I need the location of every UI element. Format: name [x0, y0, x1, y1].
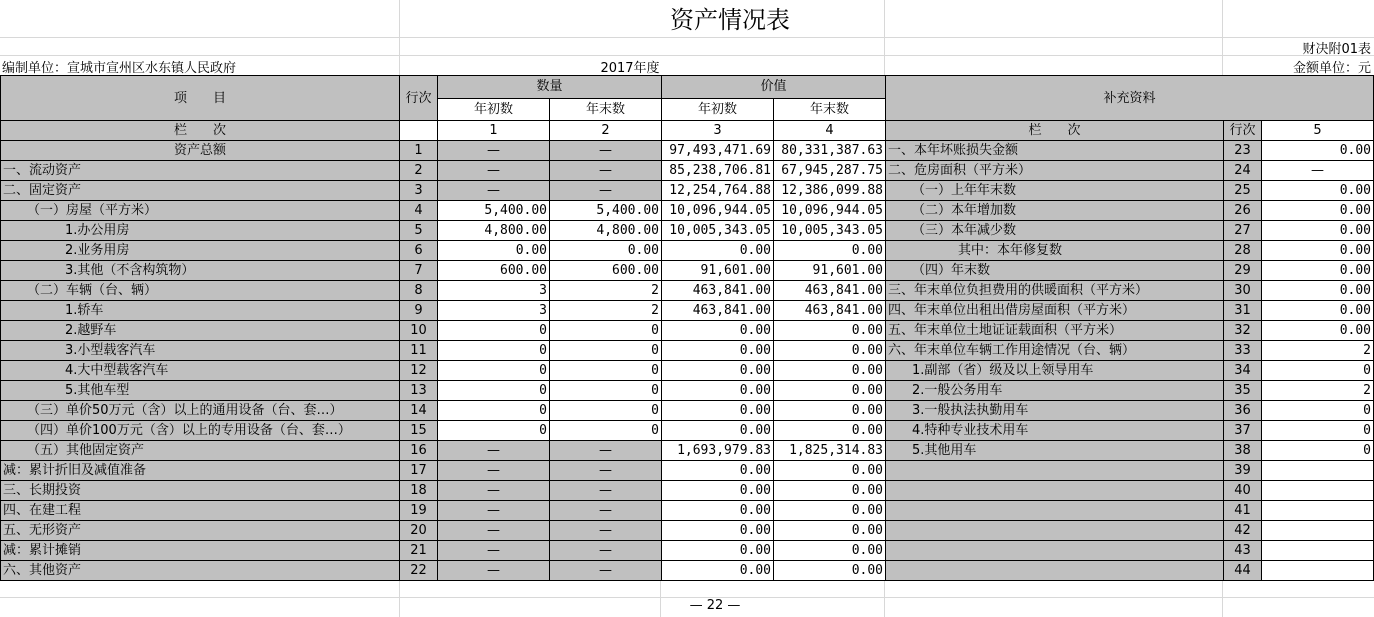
supp-value[interactable]	[1262, 561, 1374, 581]
cell-value-end[interactable]: 0.00	[774, 361, 886, 381]
cell-quantity-begin[interactable]: 3	[438, 281, 550, 301]
cell-value-end[interactable]: 463,841.00	[774, 301, 886, 321]
supp-value[interactable]: 0.00	[1262, 261, 1374, 281]
cell-quantity-begin[interactable]: 5,400.00	[438, 201, 550, 221]
cell-quantity-begin[interactable]: 4,800.00	[438, 221, 550, 241]
cell-quantity-end[interactable]: —	[550, 461, 662, 481]
supp-item-name[interactable]	[886, 521, 1224, 541]
cell-quantity-end[interactable]: 0	[550, 361, 662, 381]
cell-quantity-end[interactable]: —	[550, 521, 662, 541]
row-item-name[interactable]: 三、长期投资	[1, 481, 400, 501]
row-line-number[interactable]: 11	[400, 341, 438, 361]
cell-quantity-end[interactable]: —	[550, 181, 662, 201]
cell-value-end[interactable]: 0.00	[774, 421, 886, 441]
cell-quantity-begin[interactable]: —	[438, 441, 550, 461]
supp-item-name[interactable]: 4.特种专业技术用车	[886, 421, 1224, 441]
table-row	[1, 461, 1374, 481]
cell-value-begin[interactable]: 463,841.00	[662, 301, 774, 321]
cell-value-begin[interactable]: 85,238,706.81	[662, 161, 774, 181]
cell-quantity-end[interactable]: 2	[550, 301, 662, 321]
row-line-number[interactable]: 4	[400, 201, 438, 221]
cell-quantity-begin[interactable]: 0	[438, 401, 550, 421]
table-row	[1, 561, 1374, 581]
supp-item-name[interactable]	[886, 501, 1224, 521]
supp-value[interactable]	[1262, 481, 1374, 501]
supp-item-name[interactable]	[886, 481, 1224, 501]
supp-item-name[interactable]: 1.副部（省）级及以上领导用车	[886, 361, 1224, 381]
supp-item-name[interactable]: 其中：本年修复数	[886, 241, 1224, 261]
cell-quantity-begin[interactable]: 0	[438, 361, 550, 381]
cell-quantity-end[interactable]: —	[550, 441, 662, 461]
row-item-name[interactable]: 2.业务用房	[1, 241, 400, 261]
cell-value-begin[interactable]: 0.00	[662, 481, 774, 501]
row-item-name[interactable]: （二）车辆（台、辆）	[1, 281, 400, 301]
supp-value[interactable]: 0.00	[1262, 281, 1374, 301]
row-line-number[interactable]: 19	[400, 501, 438, 521]
supp-line-number[interactable]: 32	[1224, 321, 1262, 341]
supp-line-number[interactable]: 37	[1224, 421, 1262, 441]
cell-value-end[interactable]: 0.00	[774, 481, 886, 501]
supp-line-number[interactable]: 29	[1224, 261, 1262, 281]
header-supplement[interactable]: 补充资料	[886, 76, 1374, 121]
supp-item-name[interactable]	[886, 561, 1224, 581]
header-item[interactable]: 项 目	[1, 76, 400, 121]
grid-line	[1222, 580, 1223, 617]
table-row	[1, 401, 1374, 421]
cell-quantity-begin[interactable]: —	[438, 481, 550, 501]
supp-line-number[interactable]: 35	[1224, 381, 1262, 401]
table-row	[1, 161, 1374, 181]
row-line-number[interactable]: 7	[400, 261, 438, 281]
supp-item-name[interactable]: 二、危房面积（平方米）	[886, 161, 1224, 181]
cell-quantity-begin[interactable]: —	[438, 141, 550, 161]
supp-line-number[interactable]: 24	[1224, 161, 1262, 181]
row-item-name[interactable]: （一）房屋（平方米）	[1, 201, 400, 221]
table-row	[1, 201, 1374, 221]
row-item-name[interactable]: 六、其他资产	[1, 561, 400, 581]
fiscal-year: 2017年度	[600, 61, 660, 76]
supp-value[interactable]: 0	[1262, 441, 1374, 461]
supp-item-name[interactable]: （四）年末数	[886, 261, 1224, 281]
col-number-3[interactable]: 3	[662, 121, 774, 141]
cell-value-end[interactable]: 1,825,314.83	[774, 441, 886, 461]
supp-line-number[interactable]: 40	[1224, 481, 1262, 501]
supp-item-name[interactable]: 五、年末单位土地证证载面积（平方米）	[886, 321, 1224, 341]
supp-line-number[interactable]: 28	[1224, 241, 1262, 261]
row-line-number[interactable]: 9	[400, 301, 438, 321]
cell-quantity-end[interactable]: 0	[550, 381, 662, 401]
row-line-number[interactable]: 17	[400, 461, 438, 481]
row-item-name[interactable]: 4.大中型载客汽车	[1, 361, 400, 381]
row-line-number[interactable]: 8	[400, 281, 438, 301]
supp-value[interactable]: 0	[1262, 401, 1374, 421]
cell-value-end[interactable]: 80,331,387.63	[774, 141, 886, 161]
grid-line	[399, 580, 400, 617]
cell-value-begin[interactable]: 0.00	[662, 421, 774, 441]
supp-value[interactable]: 0	[1262, 361, 1374, 381]
cell-value-begin[interactable]: 0.00	[662, 241, 774, 261]
cell-quantity-begin[interactable]: 0	[438, 421, 550, 441]
row-item-name[interactable]: 2.越野车	[1, 321, 400, 341]
supp-item-name[interactable]	[886, 541, 1224, 561]
cell-value-begin[interactable]: 10,005,343.05	[662, 221, 774, 241]
cell-value-end[interactable]: 0.00	[774, 381, 886, 401]
supp-line-number[interactable]: 36	[1224, 401, 1262, 421]
cell-value-begin[interactable]: 0.00	[662, 561, 774, 581]
supp-line-number[interactable]: 41	[1224, 501, 1262, 521]
table-row	[1, 481, 1374, 501]
row-item-name[interactable]: 1.轿车	[1, 301, 400, 321]
row-line-number[interactable]: 12	[400, 361, 438, 381]
row-item-name[interactable]: 资产总额	[1, 141, 400, 161]
cell-quantity-begin[interactable]: 0	[438, 341, 550, 361]
cell-value-end[interactable]: 0.00	[774, 341, 886, 361]
table-row	[1, 361, 1374, 381]
row-line-number[interactable]: 16	[400, 441, 438, 461]
row-item-name[interactable]: 减：累计折旧及减值准备	[1, 461, 400, 481]
supp-line-number[interactable]: 27	[1224, 221, 1262, 241]
cell-quantity-end[interactable]: 0	[550, 341, 662, 361]
cell-quantity-end[interactable]: —	[550, 541, 662, 561]
supp-line-number[interactable]: 44	[1224, 561, 1262, 581]
supp-line-number[interactable]: 38	[1224, 441, 1262, 461]
row-item-name[interactable]: 5.其他车型	[1, 381, 400, 401]
header-value-begin[interactable]: 年初数	[662, 98, 774, 121]
supp-line-number[interactable]: 43	[1224, 541, 1262, 561]
row-item-name[interactable]: （四）单价100万元（含）以上的专用设备（台、套…）	[1, 421, 400, 441]
supp-value[interactable]	[1262, 501, 1374, 521]
cell-quantity-end[interactable]: 0.00	[550, 241, 662, 261]
row-item-name[interactable]: 减：累计摊销	[1, 541, 400, 561]
supp-item-name[interactable]: 三、年末单位负担费用的供暖面积（平方米）	[886, 281, 1224, 301]
supp-value[interactable]: 0	[1262, 421, 1374, 441]
grid-line	[884, 580, 885, 617]
row-line-number[interactable]: 14	[400, 401, 438, 421]
supp-line-number[interactable]: 34	[1224, 361, 1262, 381]
table-row	[1, 521, 1374, 541]
cell-value-end[interactable]: 12,386,099.88	[774, 181, 886, 201]
row-line-number[interactable]: 22	[400, 561, 438, 581]
cell-quantity-end[interactable]: 2	[550, 281, 662, 301]
page-number: — 22 —	[689, 598, 741, 613]
cell-quantity-begin[interactable]: —	[438, 521, 550, 541]
supp-value[interactable]	[1262, 521, 1374, 541]
cell-value-begin[interactable]: 0.00	[662, 461, 774, 481]
supp-value[interactable]: 0.00	[1262, 141, 1374, 161]
cell-quantity-begin[interactable]: 0	[438, 381, 550, 401]
supp-line-number[interactable]: 30	[1224, 281, 1262, 301]
col-number-4[interactable]: 4	[774, 121, 886, 141]
supp-line-number[interactable]: 39	[1224, 461, 1262, 481]
cell-value-end[interactable]: 91,601.00	[774, 261, 886, 281]
supp-value[interactable]: 0.00	[1262, 201, 1374, 221]
row-line-number[interactable]: 3	[400, 181, 438, 201]
cell-value-begin[interactable]: 463,841.00	[662, 281, 774, 301]
supp-item-name[interactable]: 2.一般公务用车	[886, 381, 1224, 401]
row-line-number[interactable]: 20	[400, 521, 438, 541]
report-title: 资产情况表	[670, 6, 790, 34]
row-line-number[interactable]: 18	[400, 481, 438, 501]
header-line[interactable]: 行次	[400, 76, 438, 121]
table-row	[1, 381, 1374, 401]
cell-value-begin[interactable]: 97,493,471.69	[662, 141, 774, 161]
cell-value-begin[interactable]: 0.00	[662, 401, 774, 421]
row-line-number[interactable]: 5	[400, 221, 438, 241]
row-item-name[interactable]: 3.小型载客汽车	[1, 341, 400, 361]
supp-value[interactable]: 0.00	[1262, 221, 1374, 241]
cell-value-begin[interactable]: 0.00	[662, 521, 774, 541]
row-item-name[interactable]: 一、流动资产	[1, 161, 400, 181]
table-row	[1, 261, 1374, 281]
supp-value[interactable]: 0.00	[1262, 181, 1374, 201]
cell-quantity-begin[interactable]: 0	[438, 321, 550, 341]
supp-item-name[interactable]	[886, 461, 1224, 481]
supp-line-number[interactable]: 25	[1224, 181, 1262, 201]
row-line-number[interactable]: 2	[400, 161, 438, 181]
header-quantity[interactable]: 数量	[438, 76, 662, 99]
cell-value-begin[interactable]: 0.00	[662, 501, 774, 521]
cell-value-begin[interactable]: 0.00	[662, 541, 774, 561]
cell-value-begin[interactable]: 0.00	[662, 321, 774, 341]
supp-line-number[interactable]: 33	[1224, 341, 1262, 361]
cell-quantity-end[interactable]: —	[550, 481, 662, 501]
cell-quantity-end[interactable]: 600.00	[550, 261, 662, 281]
cell-quantity-begin[interactable]: 600.00	[438, 261, 550, 281]
table-row	[1, 181, 1374, 201]
cell-quantity-begin[interactable]: —	[438, 541, 550, 561]
header-row-1	[1, 76, 1374, 99]
cell-quantity-begin[interactable]: —	[438, 181, 550, 201]
cell-quantity-end[interactable]: 0	[550, 401, 662, 421]
table-row	[1, 421, 1374, 441]
cell-quantity-end[interactable]: 4,800.00	[550, 221, 662, 241]
supp-value[interactable]: 0.00	[1262, 321, 1374, 341]
header-value[interactable]: 价值	[662, 76, 886, 99]
supp-line-number[interactable]: 23	[1224, 141, 1262, 161]
cell-value-end[interactable]: 0.00	[774, 461, 886, 481]
cell-value-end[interactable]: 0.00	[774, 501, 886, 521]
cell-value-end[interactable]: 463,841.00	[774, 281, 886, 301]
col-number-2[interactable]: 2	[550, 121, 662, 141]
cell-quantity-begin[interactable]: —	[438, 561, 550, 581]
supp-item-name[interactable]: 一、本年坏账损失金额	[886, 141, 1224, 161]
table-row	[1, 221, 1374, 241]
cell-quantity-begin[interactable]: —	[438, 461, 550, 481]
cell-value-begin[interactable]: 10,096,944.05	[662, 201, 774, 221]
cell-value-end[interactable]: 67,945,287.75	[774, 161, 886, 181]
cell-quantity-end[interactable]: —	[550, 141, 662, 161]
cell-value-end[interactable]: 0.00	[774, 561, 886, 581]
supp-value[interactable]: 0.00	[1262, 301, 1374, 321]
cell-value-begin[interactable]: 1,693,979.83	[662, 441, 774, 461]
cell-quantity-end[interactable]: 0	[550, 321, 662, 341]
supp-value[interactable]: 0.00	[1262, 241, 1374, 261]
cell-value-begin[interactable]: 91,601.00	[662, 261, 774, 281]
supp-value[interactable]: —	[1262, 161, 1374, 181]
col-line-blank[interactable]	[400, 121, 438, 141]
supp-item-name[interactable]: 3.一般执法执勤用车	[886, 401, 1224, 421]
header-quantity-begin[interactable]: 年初数	[438, 98, 550, 121]
row-line-number[interactable]: 15	[400, 421, 438, 441]
cell-quantity-end[interactable]: —	[550, 161, 662, 181]
row-line-number[interactable]: 13	[400, 381, 438, 401]
header-quantity-end[interactable]: 年末数	[550, 98, 662, 121]
supp-col-line[interactable]: 行次	[1224, 121, 1262, 141]
table-row	[1, 441, 1374, 461]
supp-col-label[interactable]: 栏 次	[886, 121, 1224, 141]
supp-item-name[interactable]: 六、年末单位车辆工作用途情况（台、辆）	[886, 341, 1224, 361]
supp-line-number[interactable]: 31	[1224, 301, 1262, 321]
amount-unit: 金额单位：元	[1292, 61, 1371, 76]
cell-quantity-begin[interactable]: 3	[438, 301, 550, 321]
table-row	[1, 501, 1374, 521]
cell-quantity-begin[interactable]: —	[438, 161, 550, 181]
col-number-1[interactable]: 1	[438, 121, 550, 141]
form-number: 财决附01表	[1302, 42, 1371, 57]
supp-value[interactable]: 2	[1262, 381, 1374, 401]
col-number-5[interactable]: 5	[1262, 121, 1374, 141]
row-line-number[interactable]: 6	[400, 241, 438, 261]
cell-quantity-begin[interactable]: —	[438, 501, 550, 521]
table-row	[1, 241, 1374, 261]
row-item-name[interactable]: 1.办公用房	[1, 221, 400, 241]
supp-item-name[interactable]: 四、年末单位出租出借房屋面积（平方米）	[886, 301, 1224, 321]
table-row	[1, 341, 1374, 361]
row-item-name[interactable]: 五、无形资产	[1, 521, 400, 541]
supp-value[interactable]	[1262, 461, 1374, 481]
supp-line-number[interactable]: 42	[1224, 521, 1262, 541]
column-number-row	[1, 121, 1374, 141]
cell-quantity-begin[interactable]: 0.00	[438, 241, 550, 261]
cell-quantity-end[interactable]: —	[550, 561, 662, 581]
cell-value-begin[interactable]: 12,254,764.88	[662, 181, 774, 201]
table-row	[1, 281, 1374, 301]
cell-value-begin[interactable]: 0.00	[662, 361, 774, 381]
cell-value-end[interactable]: 0.00	[774, 401, 886, 421]
supp-value[interactable]	[1262, 541, 1374, 561]
table-row	[1, 541, 1374, 561]
supp-item-name[interactable]: 5.其他用车	[886, 441, 1224, 461]
header-value-end[interactable]: 年末数	[774, 98, 886, 121]
unit-row	[0, 56, 1374, 75]
row-item-name[interactable]: 3.其他（不含构筑物）	[1, 261, 400, 281]
row-line-number[interactable]: 21	[400, 541, 438, 561]
supp-value[interactable]: 2	[1262, 341, 1374, 361]
cell-value-end[interactable]: 0.00	[774, 521, 886, 541]
row-item-name[interactable]: 四、在建工程	[1, 501, 400, 521]
supp-line-number[interactable]: 26	[1224, 201, 1262, 221]
row-item-name[interactable]: （三）单价50万元（含）以上的通用设备（台、套…）	[1, 401, 400, 421]
cell-quantity-end[interactable]: 5,400.00	[550, 201, 662, 221]
cell-value-end[interactable]: 10,096,944.05	[774, 201, 886, 221]
cell-value-end[interactable]: 0.00	[774, 241, 886, 261]
cell-value-begin[interactable]: 0.00	[662, 341, 774, 361]
cell-quantity-end[interactable]: —	[550, 501, 662, 521]
row-line-number[interactable]: 10	[400, 321, 438, 341]
table-row	[1, 141, 1374, 161]
table-row	[1, 301, 1374, 321]
reporting-unit: 编制单位：宣城市宣州区水东镇人民政府	[2, 61, 237, 76]
cell-quantity-end[interactable]: 0	[550, 421, 662, 441]
cell-value-end[interactable]: 10,005,343.05	[774, 221, 886, 241]
supp-item-name[interactable]: （三）本年减少数	[886, 221, 1224, 241]
supp-item-name[interactable]: （二）本年增加数	[886, 201, 1224, 221]
row-line-number[interactable]: 1	[400, 141, 438, 161]
asset-table	[0, 75, 1374, 581]
supp-item-name[interactable]: （一）上年年末数	[886, 181, 1224, 201]
table-row	[1, 321, 1374, 341]
cell-value-end[interactable]: 0.00	[774, 541, 886, 561]
col-label[interactable]: 栏 次	[1, 121, 400, 141]
cell-value-begin[interactable]: 0.00	[662, 381, 774, 401]
cell-value-end[interactable]: 0.00	[774, 321, 886, 341]
row-item-name[interactable]: 二、固定资产	[1, 181, 400, 201]
row-item-name[interactable]: （五）其他固定资产	[1, 441, 400, 461]
